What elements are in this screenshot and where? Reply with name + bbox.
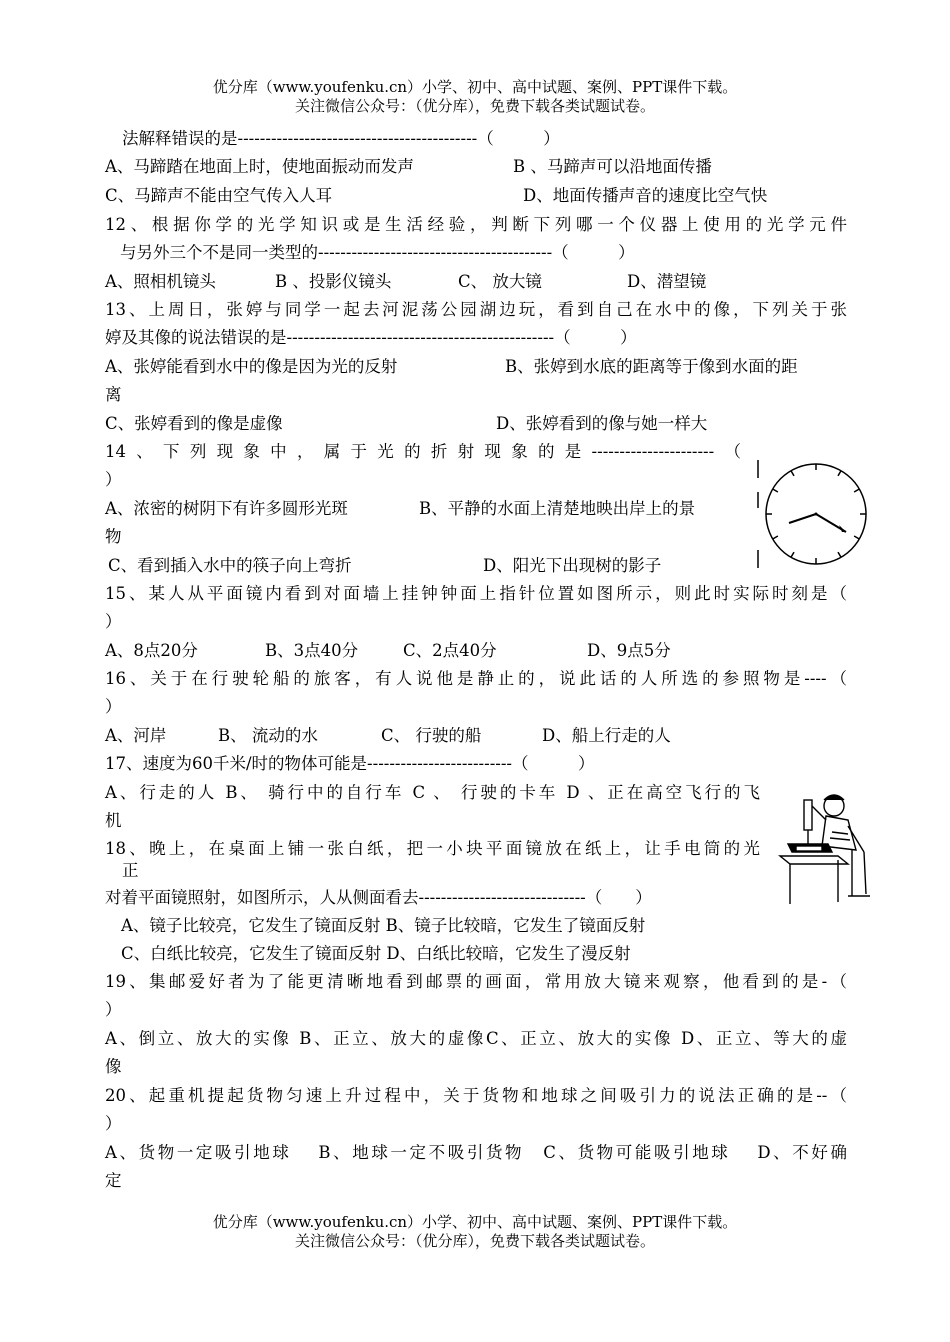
q13-option-c: C、张婷看到的像是虚像 bbox=[105, 414, 283, 433]
clock-tick bbox=[838, 552, 841, 557]
q15-option-a: A、8点20分 bbox=[105, 641, 198, 660]
q20-stem-line-1: 20、起重机提起货物匀速上升过程中，关于货物和地球之间吸引力的说法正确的是--（ bbox=[105, 1086, 847, 1105]
q14-option-b: B、平静的水面上清楚地映出岸上的景 bbox=[419, 499, 696, 518]
footer-line-2: 关注微信公众号：（优分库），免费下载各类试题试卷。 bbox=[294, 1232, 655, 1250]
q15-stem-line-1: 15、某人从平面镜内看到对面墙上挂钟钟面上指针位置如图所示，则此时实际时刻是（ bbox=[105, 584, 847, 603]
q17-options: A、行走的人 B、 骑行中的自行车 C 、 行驶的卡车 D 、正在高空飞行的飞 bbox=[105, 783, 760, 802]
flashlight-experiment-icon bbox=[778, 786, 884, 906]
clock-tick bbox=[791, 552, 794, 557]
q20-stem-line-2: ） bbox=[105, 1114, 122, 1133]
q12-option-d: D、潜望镜 bbox=[627, 272, 707, 291]
q15-stem-line-2: ） bbox=[105, 612, 122, 631]
clock-tick bbox=[773, 536, 778, 539]
q13-stem-line-1: 13、上周日，张婷与同学一起去河泥荡公园湖边玩，看到自己在水中的像，下列关于张 bbox=[105, 300, 847, 319]
q13-option-b: B、张婷到水底的距离等于像到水面的距 bbox=[505, 357, 798, 376]
q20-options: A、货物一定吸引地球 B、地球一定不吸引货物 C、货物可能吸引地球 D、不好确 bbox=[105, 1143, 847, 1162]
q16-option-b: B、 流动的水 bbox=[218, 726, 318, 745]
q16-stem-line-1: 16、关于在行驶轮船的旅客，有人说他是静止的，说此话的人所选的参照物是----（ bbox=[105, 669, 847, 688]
q11-stem: 法解释错误的是-------------------------------------------（ ） bbox=[122, 129, 560, 148]
q11-option-d: D、地面传播声音的速度比空气快 bbox=[523, 186, 768, 205]
q14-option-c: C、看到插入水中的筷子向上弯折 bbox=[108, 556, 352, 575]
q18-stem-line-2: 对着平面镜照射，如图所示，人从侧面看去------------------------------（ ） bbox=[105, 888, 652, 907]
q11-option-c: C、马蹄声不能由空气传入人耳 bbox=[105, 186, 333, 205]
q14-stem-line-1: 14、下列现象中，属于光的折射现象的是----------------------（ bbox=[105, 442, 741, 461]
q12-option-b: B 、投影仪镜头 bbox=[275, 272, 392, 291]
q15-option-d: D、9点5分 bbox=[587, 641, 671, 660]
q12-stem-line-1: 12、根据你学的光学知识或是生活经验，判断下列哪一个仪器上使用的光学元件 bbox=[105, 215, 847, 234]
q19-options-wrap: 像 bbox=[105, 1057, 122, 1076]
clock-tick bbox=[854, 489, 859, 492]
q15-option-b: B、3点40分 bbox=[265, 641, 359, 660]
q18-stem-line-1: 18、晚上，在桌面上铺一张白纸，把一小块平面镜放在纸上，让手电筒的光 bbox=[105, 839, 760, 858]
q18-options-ab: A、镜子比较亮，它发生了镜面反射 B、镜子比较暗，它发生了镜面反射 bbox=[121, 916, 646, 935]
q17-stem: 17、速度为60千米/时的物体可能是--------------------------（ ） bbox=[105, 754, 595, 773]
q19-stem-line-2: ） bbox=[105, 1000, 122, 1019]
q11-option-b: B 、马蹄声可以沿地面传播 bbox=[513, 157, 712, 176]
q12-stem-line-2: 与另外三个不是同一类型的------------------------------------------（ ） bbox=[120, 243, 635, 262]
q16-option-a: A、河岸 bbox=[105, 726, 167, 745]
clock-tick bbox=[791, 471, 794, 476]
footer-line-1: 优分库（www.youfenku.cn）小学、初中、高中试题、案例、PPT课件下载。 bbox=[212, 1213, 738, 1231]
page-footer bbox=[0, 1213, 950, 1251]
clock-mirror-icon bbox=[754, 456, 870, 572]
q13-stem-line-2: 婷及其像的说法错误的是------------------------------------------------（ ） bbox=[105, 328, 637, 347]
q18-stem-line-1-wrap: 正 bbox=[122, 861, 139, 880]
clock-tick bbox=[773, 489, 778, 492]
q12-option-c: C、 放大镜 bbox=[458, 272, 542, 291]
q14-option-a: A、浓密的树阴下有许多圆形光斑 bbox=[105, 499, 348, 518]
header-line-2: 关注微信公众号：（优分库），免费下载各类试题试卷。 bbox=[294, 97, 655, 115]
q16-option-d: D、船上行走的人 bbox=[542, 726, 671, 745]
q16-option-c: C、 行驶的船 bbox=[381, 726, 482, 745]
header-line-1: 优分库（www.youfenku.cn）小学、初中、高中试题、案例、PPT课件下载。 bbox=[212, 78, 738, 96]
q13-option-b-wrap: 离 bbox=[105, 385, 122, 404]
q16-stem-line-2: ） bbox=[105, 697, 122, 716]
q14-option-d: D、阳光下出现树的影子 bbox=[483, 556, 662, 575]
q18-options-cd: C、白纸比较亮，它发生了镜面反射 D、白纸比较暗，它发生了漫反射 bbox=[121, 944, 631, 963]
q14-stem-line-2: ） bbox=[105, 470, 122, 489]
q14-option-b-wrap: 物 bbox=[105, 527, 122, 546]
page-header bbox=[0, 78, 950, 116]
q19-stem-line-1: 19、集邮爱好者为了能更清晰地看到邮票的画面，常用放大镜来观察，他看到的是-（ bbox=[105, 972, 847, 991]
q20-options-wrap: 定 bbox=[105, 1171, 122, 1190]
clock-tick bbox=[854, 536, 859, 539]
q13-option-d: D、张婷看到的像与她一样大 bbox=[496, 414, 708, 433]
q17-options-wrap: 机 bbox=[105, 811, 122, 830]
q11-option-a: A、马蹄踏在地面上时，使地面振动而发声 bbox=[105, 157, 414, 176]
q12-option-a: A、照相机镜头 bbox=[105, 272, 216, 291]
q19-options: A、倒立、放大的实像 B、正立、放大的虚像C、正立、放大的实像 D、正立、等大的虚 bbox=[105, 1029, 847, 1048]
q15-option-c: C、2点40分 bbox=[403, 641, 497, 660]
clock-tick bbox=[838, 471, 841, 476]
q13-option-a: A、张婷能看到水中的像是因为光的反射 bbox=[105, 357, 398, 376]
